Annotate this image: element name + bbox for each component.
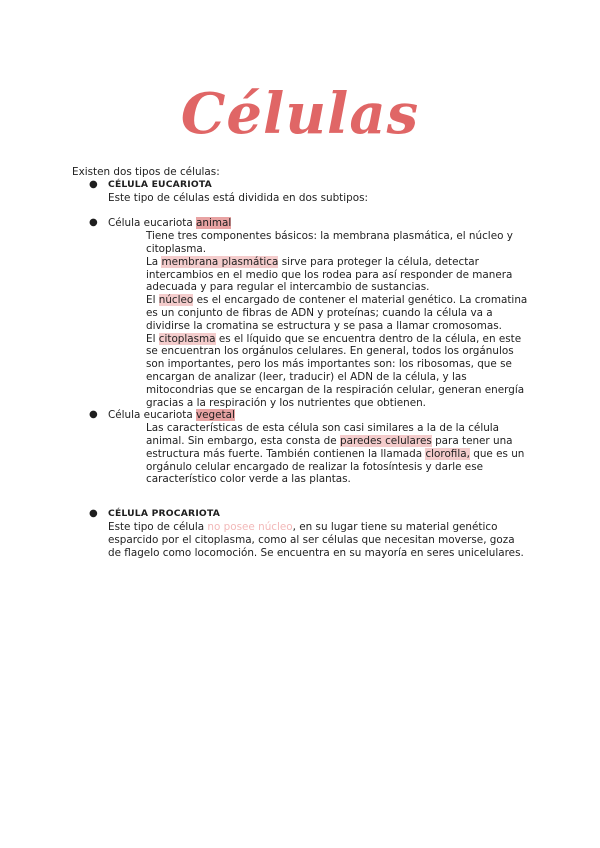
highlight-vegetal: vegetal [196, 409, 235, 422]
bullet-icon: ● [89, 178, 98, 190]
highlight-animal: animal [196, 217, 232, 230]
page-title: Células [180, 81, 420, 147]
bullet-icon: ● [89, 217, 98, 229]
membrana-paragraph: La membrana plasmática sirve para proteger la célula, detectar intercambios en el medio que los rodea para así responder de manera adecuada y para regular el intercambio de sustancias. [146, 255, 513, 294]
document-body [72, 166, 528, 559]
vegetal-details [72, 422, 528, 486]
highlight-paredes: paredes celulares [339, 434, 432, 447]
highlight-citoplasma: citoplasma [158, 332, 216, 345]
bullet-icon: ● [89, 508, 98, 520]
highlight-clorofila: clorofila, [425, 447, 470, 460]
vegetal-paragraph: Las características de esta célula son casi similares a la de la célula animal. Sin embargo, esta consta de paredes celulares para tener una estructura más fuerte. También contienen la llamada clorofila, que es un orgánulo celular encargado de realizar la fotosíntesis y darle ese característico color verde a las plantas. [146, 422, 525, 486]
list-item-eucariota [72, 179, 528, 205]
list-item-animal [72, 217, 528, 230]
bullet-icon: ● [89, 409, 98, 421]
subtype-label-vegetal: Célula eucariota vegetal [108, 409, 235, 422]
section-heading-procariota: CÉLULA PROCARIOTA [108, 508, 221, 520]
intro-text: Existen dos tipos de células: [72, 166, 220, 178]
animal-details [72, 230, 528, 409]
procariota-paragraph: Este tipo de célula no posee núcleo, en su lugar tiene su material genético esparcido por el citoplasma, como al ser células que necesitan moverse, goza de flagelo como locomoción. Se encuentra en su mayoría en seres unicelulares. [108, 520, 524, 559]
citoplasma-paragraph: El citoplasma es el líquido que se encuentra dentro de la célula, en este se encuentran los orgánulos celulares. En general, todos los orgánulos son importantes, pero los más importantes son: los ribosomas, que se encargan de analizar (leer, traducir) el ADN de la célula, y las mitocondrias que se encargan de la respiración celular, generan energía gracias a la respiración y los nutrientes que obtienen. [146, 332, 525, 409]
highlight-nucleo: núcleo [158, 294, 194, 307]
list-item-procariota [72, 508, 528, 559]
list-item-vegetal [72, 409, 528, 422]
faded-text: no posee núcleo [207, 520, 293, 533]
subtype-label-animal: Célula eucariota animal [108, 217, 232, 230]
nucleo-paragraph: El núcleo es el encargado de contener el material genético. La cromatina es un conjunto de fibras de ADN y proteínas; cuando la célula va a dividirse la cromatina se estructura y se pasa a llamar cromosomas. [146, 294, 528, 332]
components-text: Tiene tres componentes básicos: la membrana plasmática, el núcleo y citoplasma. [146, 230, 513, 255]
highlight-membrana: membrana plasmática [161, 255, 279, 268]
eucariota-description: Este tipo de células está dividida en dos subtipos: [108, 191, 368, 204]
section-heading-eucariota: CÉLULA EUCARIOTA [108, 178, 212, 190]
